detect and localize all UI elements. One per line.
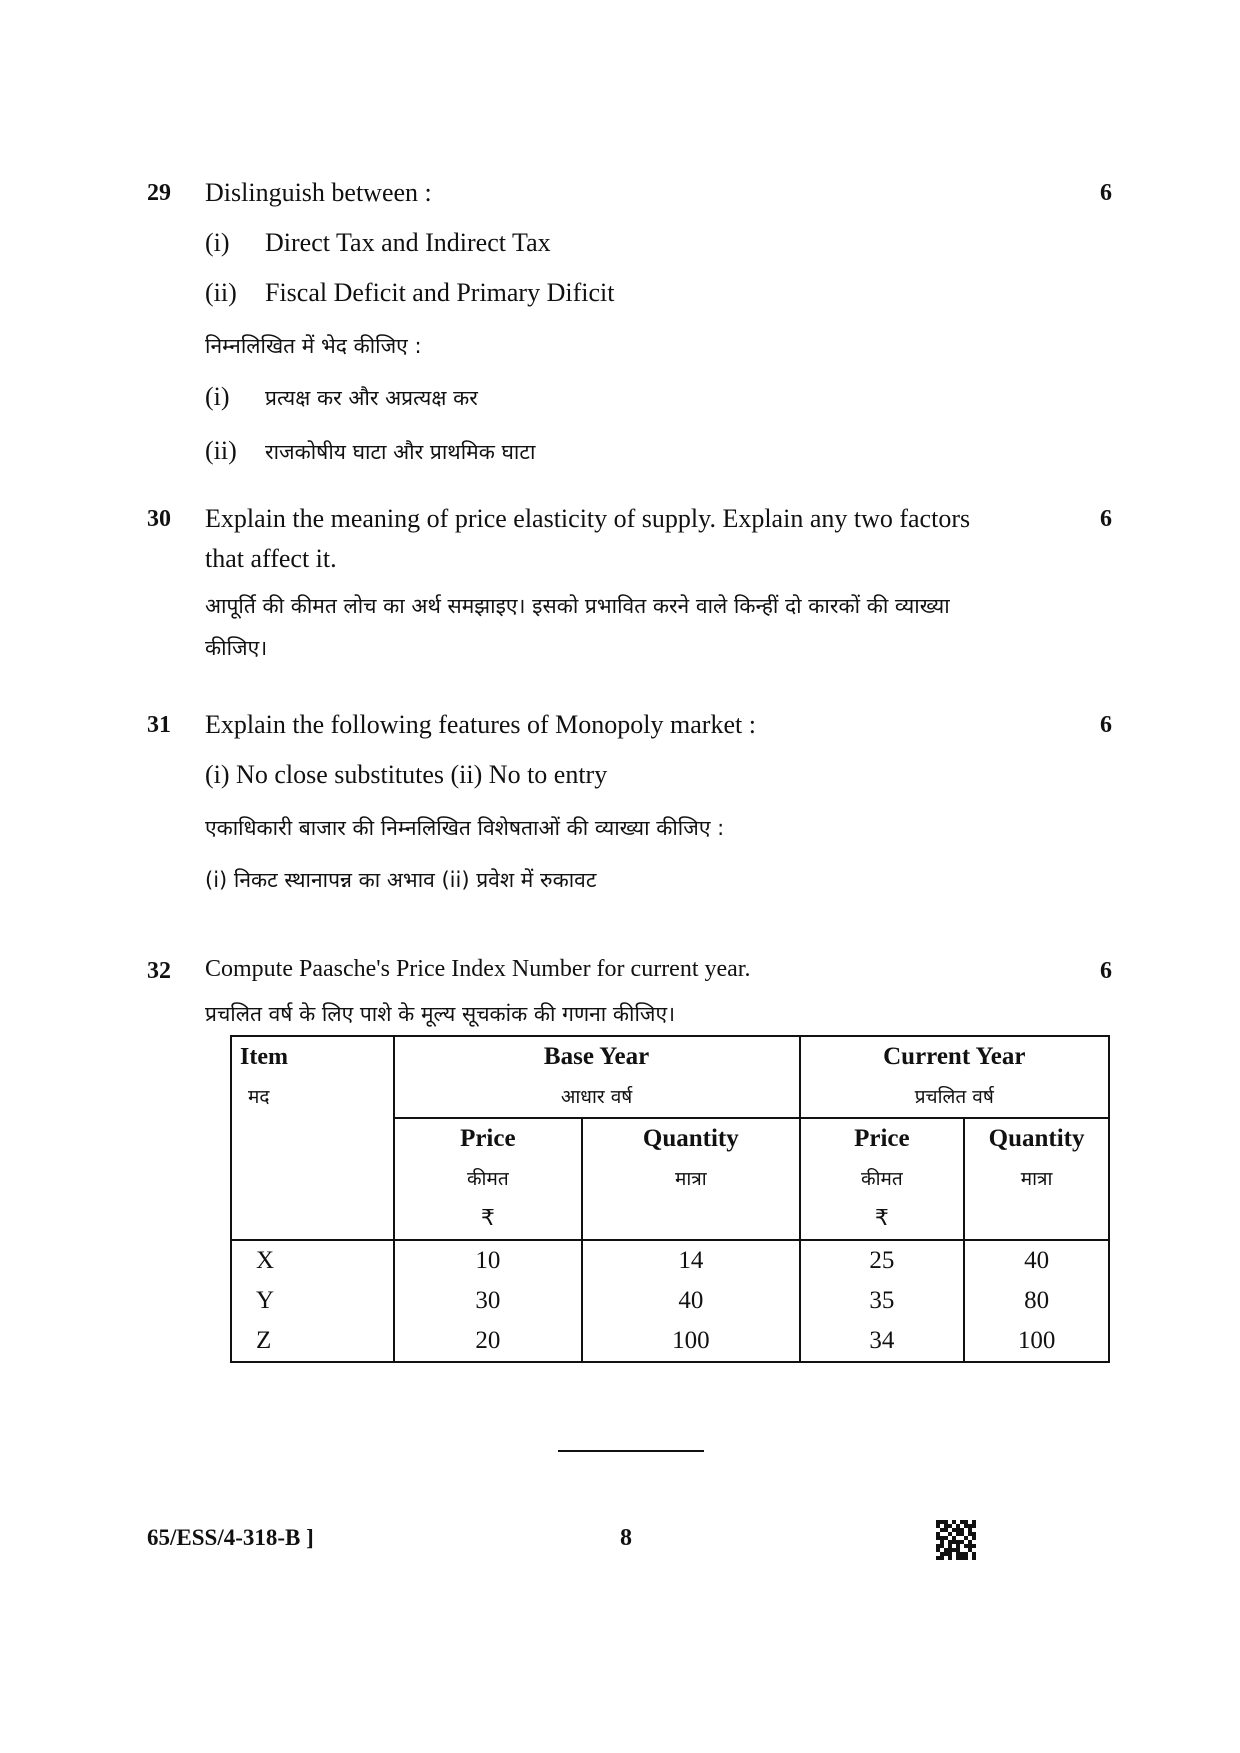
- question-number: 32: [147, 958, 171, 984]
- current-quantity-header: Quantity मात्रा: [964, 1118, 1109, 1240]
- question-prompt: Compute Paasche's Price Index Number for current year.: [205, 956, 751, 982]
- question-number: 29: [147, 180, 171, 206]
- question-text-hindi: आपूर्ति की कीमत लोच का अर्थ समझाइए। इसको प्रभावित करने वाले किन्हीं दो कारकों की व्याख्या: [205, 594, 950, 618]
- question-prompt: Dislinguish between :: [205, 178, 432, 207]
- question-number: 31: [147, 712, 171, 738]
- sub-item-hindi: (ii) राजकोषीय घाटा और प्राथमिक घाटा: [205, 436, 536, 465]
- sub-item-hindi: (i) प्रत्यक्ष कर और अप्रत्यक्ष कर: [205, 382, 478, 411]
- base-price-header: Price कीमत ₹: [394, 1118, 582, 1240]
- question-number: 30: [147, 506, 171, 532]
- qr-code-icon: [936, 1520, 976, 1560]
- question-items-hindi: (i) निकट स्थानापन्न का अभाव (ii) प्रवेश में रुकावट: [205, 868, 597, 892]
- end-divider: [558, 1450, 704, 1452]
- page-number: 8: [620, 1525, 632, 1551]
- question-text-line: that affect it.: [205, 544, 337, 573]
- sub-item: (i) Direct Tax and Indirect Tax: [205, 228, 551, 257]
- question-prompt-hindi: प्रचलित वर्ष के लिए पाशे के मूल्य सूचकांक की गणना कीजिए।: [205, 1002, 676, 1026]
- item-header: Item मद: [231, 1036, 394, 1240]
- question-items: (i) No close substitutes (ii) No to entry: [205, 760, 608, 789]
- table-row: Z 20 100 34 100: [231, 1321, 1109, 1362]
- base-quantity-header: Quantity मात्रा: [582, 1118, 800, 1240]
- paper-code: 65/ESS/4-318-B ]: [147, 1525, 314, 1550]
- question-marks: 6: [1100, 712, 1112, 738]
- table-row: X 10 14 25 40: [231, 1240, 1109, 1281]
- base-year-header: Base Year आधार वर्ष: [394, 1036, 800, 1118]
- question-marks: 6: [1100, 958, 1112, 984]
- current-price-header: Price कीमत ₹: [800, 1118, 965, 1240]
- question-prompt-hindi: एकाधिकारी बाजार की निम्नलिखित विशेषताओं की व्याख्या कीजिए :: [205, 816, 725, 840]
- question-text-hindi: कीजिए।: [205, 636, 268, 660]
- question-text-line: Explain the meaning of price elasticity of supply. Explain any two factors: [205, 504, 971, 533]
- current-year-header: Current Year प्रचलित वर्ष: [800, 1036, 1109, 1118]
- price-index-table: [230, 1035, 1110, 1363]
- table-row: Y 30 40 35 80: [231, 1281, 1109, 1321]
- sub-item: (ii) Fiscal Deficit and Primary Dificit: [205, 278, 615, 307]
- question-prompt-hindi: निम्नलिखित में भेद कीजिए :: [205, 334, 422, 358]
- question-marks: 6: [1100, 506, 1112, 532]
- question-marks: 6: [1100, 180, 1112, 206]
- question-prompt: Explain the following features of Monopoly market :: [205, 710, 756, 739]
